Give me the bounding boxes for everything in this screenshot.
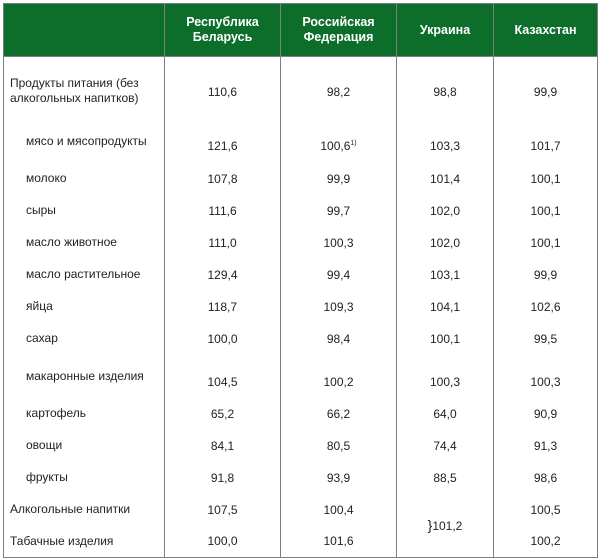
cell-belarus: 65,2 — [165, 398, 281, 430]
table-row — [4, 195, 598, 227]
table-row — [4, 259, 598, 291]
cell-kazakhstan: 102,6 — [494, 291, 598, 323]
cell-ukraine: 100,3 — [397, 355, 494, 398]
table-row — [4, 430, 598, 462]
cell-russia — [281, 120, 397, 163]
table-row — [4, 323, 598, 355]
table-row — [4, 462, 598, 494]
row-label: фрукты — [4, 462, 165, 494]
cell-belarus: 111,6 — [165, 195, 281, 227]
header-ukraine: Украина — [397, 4, 494, 57]
row-label: Продукты питания (без алкогольных напитков) — [4, 57, 165, 120]
cell-belarus: 104,5 — [165, 355, 281, 398]
cell-russia: 99,9 — [281, 163, 397, 195]
header-russia: Российская Федерация — [281, 4, 397, 57]
cell-russia: 99,4 — [281, 259, 397, 291]
cell-ukraine: 64,0 — [397, 398, 494, 430]
cell-belarus: 107,8 — [165, 163, 281, 195]
cell-ukraine: 74,4 — [397, 430, 494, 462]
row-label: яйца — [4, 291, 165, 323]
cell-ukraine: 104,1 — [397, 291, 494, 323]
cell-kazakhstan: 99,5 — [494, 323, 598, 355]
cell-ukraine: 102,0 — [397, 195, 494, 227]
cell-ukraine: 101,4 — [397, 163, 494, 195]
table-row — [4, 57, 598, 120]
cell-kazakhstan: 101,7 — [494, 120, 598, 163]
cell-belarus: 84,1 — [165, 430, 281, 462]
row-label: овощи — [4, 430, 165, 462]
row-label: макаронные изделия — [4, 355, 165, 398]
header-corner-cell — [4, 4, 165, 57]
cell-kazakhstan: 90,9 — [494, 398, 598, 430]
header-belarus: Республика Беларусь — [165, 4, 281, 57]
cell-russia: 98,4 — [281, 323, 397, 355]
header-row — [4, 4, 598, 57]
brace-mark: } — [427, 517, 433, 534]
cell-value: 100,6 — [320, 139, 351, 153]
row-label: картофель — [4, 398, 165, 430]
cell-belarus: 111,0 — [165, 227, 281, 259]
row-label: молоко — [4, 163, 165, 195]
cell-ukraine: 102,0 — [397, 227, 494, 259]
cell-russia: 101,6 — [281, 526, 397, 558]
cell-kazakhstan: 100,1 — [494, 227, 598, 259]
cell-kazakhstan: 100,5 — [494, 494, 598, 526]
cell-russia: 98,2 — [281, 57, 397, 120]
cell-ukraine: 88,5 — [397, 462, 494, 494]
table-row — [4, 355, 598, 398]
cell-ukraine: 103,3 — [397, 120, 494, 163]
table-row — [4, 526, 598, 558]
row-label: Табачные изделия — [4, 526, 165, 558]
row-label: сыры — [4, 195, 165, 227]
table-row — [4, 227, 598, 259]
row-label: мясо и мясопродукты — [4, 120, 165, 163]
table-row — [4, 398, 598, 430]
table-row — [4, 494, 598, 526]
row-label: масло растительное — [4, 259, 165, 291]
cell-russia: 100,4 — [281, 494, 397, 526]
cell-kazakhstan: 99,9 — [494, 259, 598, 291]
row-label: масло животное — [4, 227, 165, 259]
cell-kazakhstan: 99,9 — [494, 57, 598, 120]
table-row — [4, 291, 598, 323]
cell-russia: 109,3 — [281, 291, 397, 323]
footnote-marker: 1) — [350, 140, 357, 147]
cell-belarus: 91,8 — [165, 462, 281, 494]
cell-ukraine: 103,1 — [397, 259, 494, 291]
table-row — [4, 120, 598, 163]
cell-russia: 99,7 — [281, 195, 397, 227]
cell-belarus: 121,6 — [165, 120, 281, 163]
cell-russia: 66,2 — [281, 398, 397, 430]
cell-kazakhstan: 100,3 — [494, 355, 598, 398]
cell-russia: 80,5 — [281, 430, 397, 462]
cell-ukraine-merged — [397, 494, 494, 558]
price-index-table — [3, 3, 598, 558]
cell-belarus: 110,6 — [165, 57, 281, 120]
row-label: Алкогольные напитки — [4, 494, 165, 526]
cell-ukraine: 98,8 — [397, 57, 494, 120]
cell-belarus: 118,7 — [165, 291, 281, 323]
cell-belarus: 100,0 — [165, 526, 281, 558]
cell-ukraine: 100,1 — [397, 323, 494, 355]
cell-russia: 100,3 — [281, 227, 397, 259]
cell-belarus: 100,0 — [165, 323, 281, 355]
cell-russia: 93,9 — [281, 462, 397, 494]
cell-kazakhstan: 91,3 — [494, 430, 598, 462]
cell-russia: 100,2 — [281, 355, 397, 398]
cell-kazakhstan: 100,1 — [494, 195, 598, 227]
row-label: сахар — [4, 323, 165, 355]
cell-kazakhstan: 100,2 — [494, 526, 598, 558]
cell-kazakhstan: 98,6 — [494, 462, 598, 494]
cell-belarus: 107,5 — [165, 494, 281, 526]
table-row — [4, 163, 598, 195]
cell-value: 101,2 — [432, 519, 463, 534]
cell-kazakhstan: 100,1 — [494, 163, 598, 195]
cell-belarus: 129,4 — [165, 259, 281, 291]
header-kazakhstan: Казахстан — [494, 4, 598, 57]
